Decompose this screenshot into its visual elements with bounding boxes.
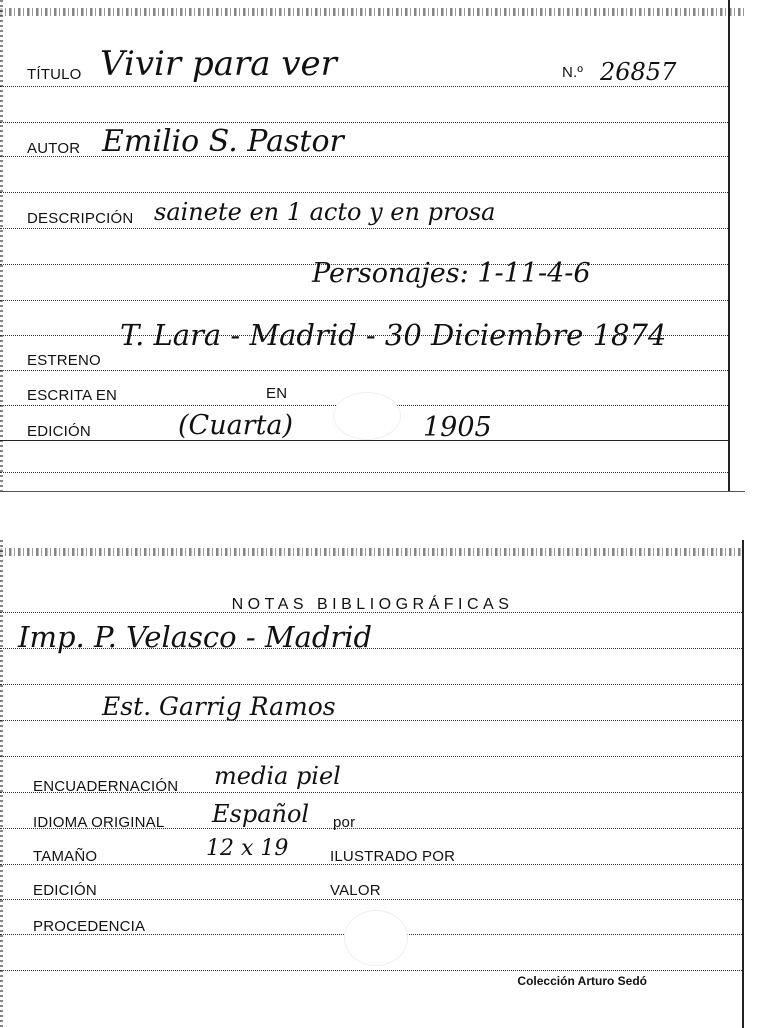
rule (0, 472, 728, 473)
titulo-label: TÍTULO (27, 66, 82, 83)
scanned-edge-top (0, 8, 745, 16)
numero-value: 26857 (600, 58, 677, 86)
edicion-label: EDICIÓN (27, 423, 91, 440)
redaction-blot (333, 392, 401, 440)
note-line-2: Est. Garrig Ramos (102, 692, 336, 721)
valor-label: VALOR (330, 882, 381, 899)
rule (0, 756, 742, 757)
rule (0, 122, 728, 123)
descripcion-personajes: Personajes: 1-11-4-6 (312, 258, 591, 289)
escrita-en-label: EN (266, 385, 288, 402)
note-line-1: Imp. P. Velasco - Madrid (18, 620, 373, 654)
notas-heading: NOTAS BIBLIOGRÁFICAS (231, 596, 514, 613)
idioma-value: Español (212, 800, 310, 828)
catalog-card-bottom (0, 540, 745, 1028)
encuadernacion-label: ENCUADERNACIÓN (33, 778, 179, 795)
titulo-value: Vivir para ver (100, 44, 337, 84)
edicion-value: (Cuarta) (178, 410, 294, 441)
autor-label: AUTOR (27, 140, 81, 157)
numero-label: N.º (562, 64, 584, 81)
por-label: por (333, 814, 356, 831)
scanned-edge-top (0, 548, 745, 556)
descripcion-value: sainete en 1 acto y en prosa (154, 198, 496, 226)
rule (0, 228, 728, 229)
autor-value: Emilio S. Pastor (102, 124, 344, 159)
estreno-label: ESTRENO (27, 352, 101, 369)
collection-credit: Colección Arturo Sedó (517, 974, 647, 988)
scanned-edge-left (0, 0, 3, 492)
rule (0, 684, 742, 685)
rule (0, 899, 742, 900)
rule (0, 86, 728, 87)
encuadernacion-value: media piel (214, 762, 341, 790)
escrita-label: ESCRITA EN (27, 387, 118, 404)
idioma-label: IDIOMA ORIGINAL (33, 814, 165, 831)
redaction-blot (344, 910, 408, 966)
rule (0, 192, 728, 193)
rule (0, 300, 728, 301)
edicion-year: 1905 (423, 412, 492, 443)
rule (0, 370, 728, 371)
procedencia-label: PROCEDENCIA (33, 918, 146, 935)
estreno-value: T. Lara - Madrid - 30 Diciembre 1874 (120, 318, 667, 352)
tamano-value: 12 x 19 (206, 836, 289, 861)
descripcion-label: DESCRIPCIÓN (27, 210, 134, 227)
rule (0, 612, 742, 613)
edicion-label-bottom: EDICIÓN (33, 882, 97, 899)
tamano-label: TAMAÑO (33, 848, 98, 865)
card-bottom-edge (0, 491, 745, 492)
scanned-edge-right (728, 0, 730, 492)
catalog-card-top (0, 0, 745, 492)
ilustrado-label: ILUSTRADO POR (330, 848, 456, 865)
rule (0, 970, 742, 971)
rule (0, 440, 728, 441)
